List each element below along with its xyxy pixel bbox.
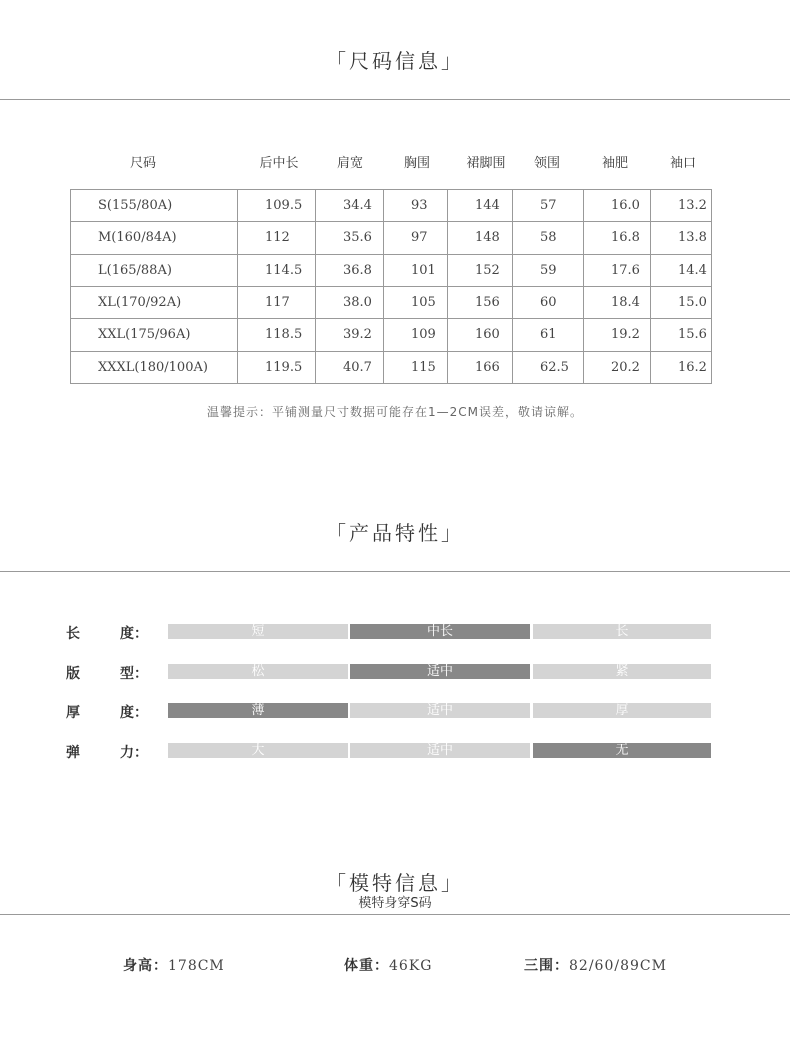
size-section-title: 「尺码信息」	[326, 49, 464, 73]
table-cell: 152	[448, 254, 513, 286]
measurement-note: 温馨提示：平铺测量尺寸数据可能存在1—2CM误差，敬请谅解。	[206, 405, 583, 419]
table-cell: 112	[238, 222, 316, 254]
feature-label-suffix: 度：	[120, 705, 148, 721]
table-cell: 60	[513, 286, 584, 318]
table-cell: 97	[384, 222, 448, 254]
header-cuff: 袖口	[669, 156, 696, 171]
model-measurements	[524, 955, 667, 975]
table-cell: 118.5	[238, 319, 316, 351]
table-row	[71, 319, 712, 351]
table-cell: 14.4	[651, 254, 712, 286]
table-cell: 19.2	[584, 319, 651, 351]
table-cell: 105	[384, 286, 448, 318]
table-row	[71, 286, 712, 318]
table-cell: 59	[513, 254, 584, 286]
feature-option: 适中	[350, 743, 530, 758]
size-cell: L(165/88A)	[71, 254, 238, 286]
header-back-length: 后中长	[259, 156, 299, 171]
header-neck: 领围	[533, 156, 560, 171]
feature-label-char: 长	[66, 626, 80, 642]
model-height-value: 178CM	[168, 958, 225, 974]
feature-label-suffix: 力：	[120, 745, 148, 761]
feature-option: 适中	[350, 703, 530, 718]
feature-option: 紧	[533, 664, 711, 679]
feature-option: 松	[168, 664, 348, 679]
table-cell: 61	[513, 319, 584, 351]
table-cell: 18.4	[584, 286, 651, 318]
model-weight-value: 46KG	[389, 958, 433, 974]
feature-option: 长	[533, 624, 711, 639]
table-cell: 20.2	[584, 351, 651, 383]
table-cell: 38.0	[316, 286, 384, 318]
table-cell: 166	[448, 351, 513, 383]
table-cell: 144	[448, 190, 513, 222]
size-cell: M(160/84A)	[71, 222, 238, 254]
table-cell: 15.0	[651, 286, 712, 318]
size-cell: XL(170/92A)	[71, 286, 238, 318]
table-cell: 58	[513, 222, 584, 254]
table-row	[71, 254, 712, 286]
size-cell: XXL(175/96A)	[71, 319, 238, 351]
header-sleeve-width: 袖肥	[601, 156, 628, 171]
model-height	[123, 955, 225, 975]
table-cell: 101	[384, 254, 448, 286]
table-cell: 114.5	[238, 254, 316, 286]
table-cell: 34.4	[316, 190, 384, 222]
table-cell: 62.5	[513, 351, 584, 383]
table-cell: 16.8	[584, 222, 651, 254]
table-row	[71, 351, 712, 383]
table-cell: 16.0	[584, 190, 651, 222]
model-section-divider	[0, 914, 790, 915]
feature-section-title: 「产品特性」	[326, 521, 464, 545]
table-row	[71, 222, 712, 254]
table-cell: 119.5	[238, 351, 316, 383]
table-cell: 115	[384, 351, 448, 383]
table-cell: 13.8	[651, 222, 712, 254]
table-cell: 148	[448, 222, 513, 254]
size-cell: S(155/80A)	[71, 190, 238, 222]
header-chest: 胸围	[403, 156, 430, 171]
model-measurements-value: 82/60/89CM	[569, 958, 667, 974]
feature-label-char: 版	[66, 666, 80, 682]
feature-option: 短	[168, 624, 348, 639]
feature-label-char: 厚	[66, 705, 80, 721]
feature-option: 适中	[350, 664, 530, 679]
feature-option: 中长	[350, 624, 530, 639]
table-cell: 57	[513, 190, 584, 222]
table-cell: 109.5	[238, 190, 316, 222]
model-section-title: 「模特信息」	[326, 871, 464, 895]
size-cell: XXXL(180/100A)	[71, 351, 238, 383]
header-hem: 裙脚围	[466, 156, 506, 171]
table-cell: 109	[384, 319, 448, 351]
model-subtitle: 模特身穿S码	[358, 896, 432, 911]
model-weight-label: 体重：	[344, 958, 389, 974]
model-measurements-label: 三围：	[524, 958, 569, 974]
table-cell: 17.6	[584, 254, 651, 286]
table-row	[71, 190, 712, 222]
table-cell: 35.6	[316, 222, 384, 254]
feature-option: 厚	[533, 703, 711, 718]
header-shoulder: 肩宽	[336, 156, 363, 171]
model-height-label: 身高：	[123, 958, 168, 974]
feature-label-suffix: 度：	[120, 626, 148, 642]
table-cell: 13.2	[651, 190, 712, 222]
feature-label-suffix: 型：	[120, 666, 148, 682]
table-cell: 16.2	[651, 351, 712, 383]
size-section-divider	[0, 99, 790, 100]
feature-label-char: 弹	[66, 745, 80, 761]
table-cell: 39.2	[316, 319, 384, 351]
table-cell: 117	[238, 286, 316, 318]
header-size: 尺码	[129, 156, 156, 171]
table-cell: 40.7	[316, 351, 384, 383]
table-cell: 15.6	[651, 319, 712, 351]
table-cell: 160	[448, 319, 513, 351]
model-weight	[344, 955, 432, 975]
feature-section-divider	[0, 571, 790, 572]
feature-option: 薄	[168, 703, 348, 718]
table-cell: 36.8	[316, 254, 384, 286]
feature-option: 大	[168, 743, 348, 758]
table-cell: 93	[384, 190, 448, 222]
table-cell: 156	[448, 286, 513, 318]
feature-option: 无	[533, 743, 711, 758]
size-table	[70, 189, 712, 384]
